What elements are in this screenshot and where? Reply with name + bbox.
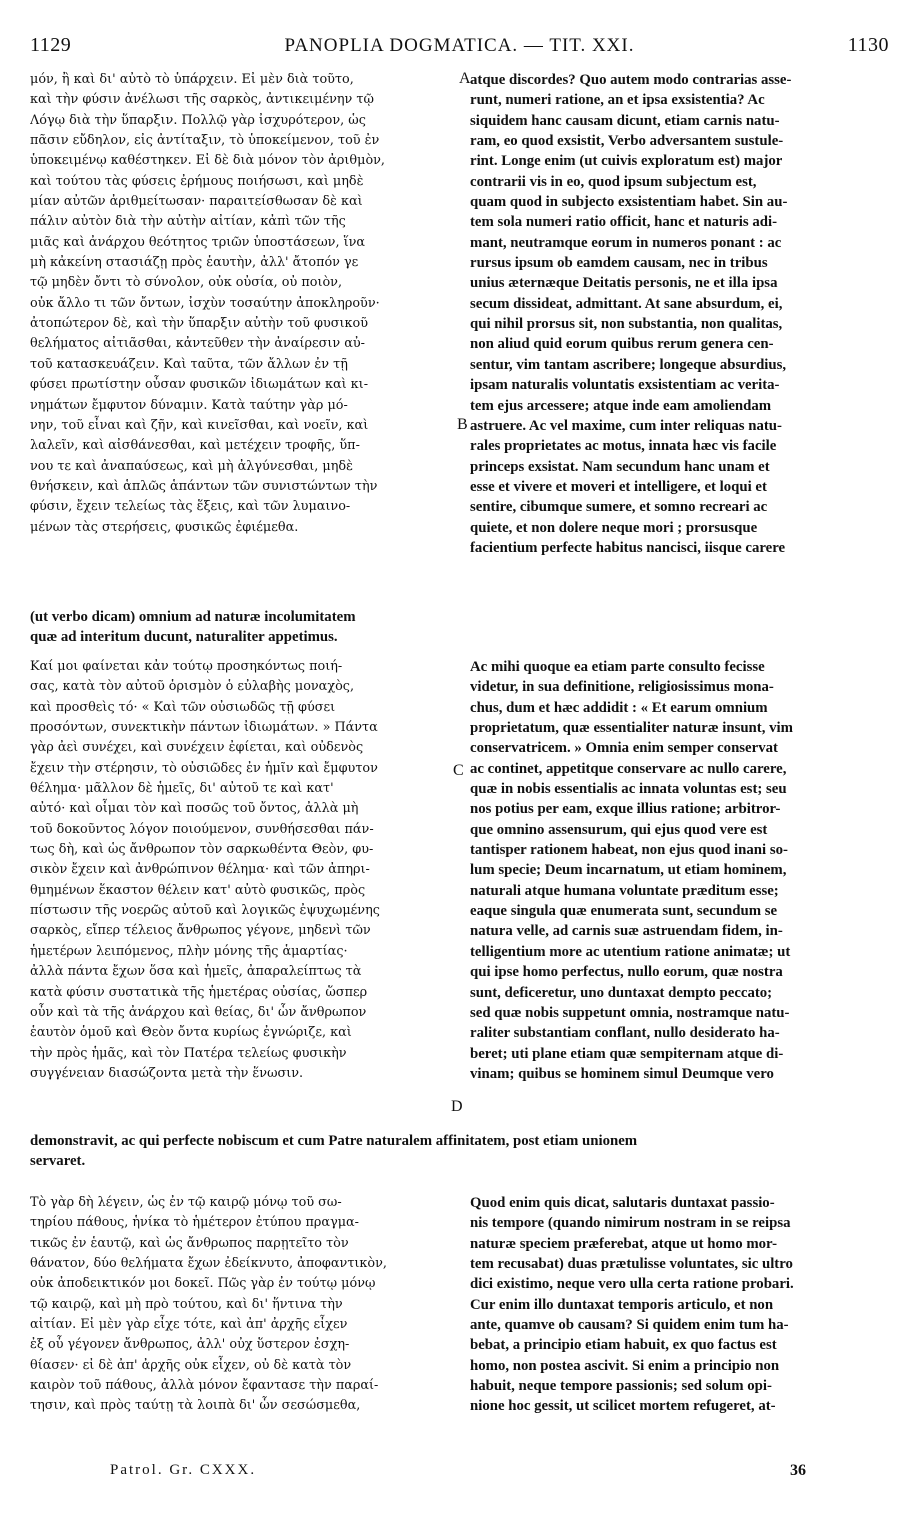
greek-column-section-1: [30, 70, 462, 606]
footer-signature-number: 36: [790, 1462, 806, 1479]
full-width-line-2: demonstravit, ac qui perfecte nobiscum et cum Patre naturalem affinitatem, post etiam unionem servaret.: [30, 1133, 638, 1170]
greek-column-section-3: [30, 1193, 462, 1453]
margin-letter-d: D: [451, 1098, 463, 1115]
greek-paragraph-2: Καί μοι φαίνεται κἀν τούτῳ προσηκόντως ποιή- σας, κατὰ τὸν αὐτοῦ ὁρισμὸν ὁ εὐλαβὴς μοναχὸς, καὶ προσθεὶς τό· « Καὶ τῶν οὐσιωδῶς τῇ φύσει προσόντων, συνεκτικὴν πάντων ἰδιωμάτων. » Πάντα γὰρ ἀεὶ συνέχει, καὶ συνέχειν ἐφίεται, καὶ οὐδενὸς ἔχειν τὴν στέρησιν, τὸ οὐσιῶδες ἐν ἡμῖν καὶ ἔμφυτον θέλημα· μᾶλλον δὲ ἡμεῖς, δι' αὐτοῦ τε καὶ κατ' αὐτό· καὶ οἶμαι τὸν καὶ ποσῶς τοῦ ὄντος, ἀλλὰ μὴ τοῦ δοκοῦντος λόγον ποιούμενον, συνθήσεσθαι πάν- τως δὴ, καὶ ὡς ἄνθρωπον τὸν σαρκωθέντα Θεὸν, φυ- σικὸν ἔχειν καὶ ἀνθρώπινον θέλημα· καὶ τῶν ἀπηρι- θμημένων ἕκαστον θέλειν κατ' αὐτὸ φυσικῶς, πρὸς πίστωσιν τῆς νοερῶς αὐτοῦ καὶ λογικῶς ἐψυχωμένης σαρκὸς, εἴπερ τέλειος ἄνθρωπος γέγονε, μηδενὶ τῶν ἡμετέρων λειπόμενος, πλὴν μόνης τῆς ἁμαρτίας· ἀλλὰ πάντα ἔχων ὅσα καὶ ἡμεῖς, ἀπαραλείπτως τὰ κατὰ φύσιν συστατικὰ τῆς ἡμετέρας οὐσίας, ὥσπερ οὖν καὶ τὰ τῆς ἀνάρχου καὶ θείας, δι' ὧν ἄνθρωπον ἑαυτὸν ὁμοῦ καὶ Θεὸν ὄντα κυρίως ἐγνώριζε, καὶ τὴν πρὸς ἡμᾶς, καὶ τὸν Πατέρα τελείως φυσικὴν συγγένειαν διασώζοντα μετὰ τὴν ἕνωσιν.: [30, 659, 380, 1081]
greek-paragraph-1: μόν, ἢ καὶ δι' αὐτὸ τὸ ὑπάρχειν. Εἰ μὲν διὰ τοῦτο, καὶ τὴν φύσιν ἀνέλωσι τῆς σαρκὸς, ἀντικειμένην τῷ Λόγῳ διὰ τὴν ὕπαρξιν. Πολλῷ γὰρ ἰσχυρότερον, ὡς πᾶσιν εὔδηλον, εἰς ἀντίταξιν, τὸ ὑποκείμενον, τοῦ ἐν ὑποκειμένῳ καθέστηκεν. Εἰ δὲ διὰ μόνον τὸν ἀριθμὸν, καὶ τούτου τὰς φύσεις ἐρήμους ποιήσωσι, καὶ μηδὲ μίαν αὐτῶν ἀριθμείτωσαν· παραιτείσθωσαν δὲ καὶ πάλιν αὐτὸν διὰ τὴν αὐτὴν αἰτίαν, κἀπὶ τῶν τῆς μιᾶς καὶ ἀνάρχου θεότητος τριῶν ὑποστάσεων, ἵνα μὴ κἀκείνη στασιάζῃ πρὸς ἑαυτὴν, ἀλλ' ἄτοπόν γε τῷ μηδὲν ὄντι τὸ σύνολον, οὐκ οὐσία, οὐ ποιὸν, οὐκ ἄλλο τι τῶν ὄντων, ἰσχὺν τοσαύτην ἀποκληροῦν· ἀτοπώτερον δὲ, καὶ τὴν ὕπαρξιν αὐτὴν τοῦ φυσικοῦ θελήματος αἰτιᾶσθαι, κἀντεῦθεν τὴν ἀναίρεσιν αὐ- τοῦ κατασκευάζειν. Καὶ ταῦτα, τῶν ἄλλων ἐν τῇ φύσει πρωτίστην οὖσαν φυσικῶν ἰδιωμάτων καὶ κι- νημάτων ἔμφυτον δύναμιν. Κατὰ ταύτην γὰρ μό- νην, τοῦ εἶναι καὶ ζῆν, καὶ κινεῖσθαι, καὶ νοεῖν, καὶ λαλεῖν, καὶ αἰσθάνεσθαι, καὶ μετέχειν τροφῆς, ὕπ- νου τε καὶ ἀναπαύσεως, καὶ μὴ ἀλγύνεσθαι, μηδὲ θνήσκειν, καὶ ἁπλῶς ἁπάντων τῶν συνιστώντων τὴν φύσιν, ἔχειν τελείως τὰς ἕξεις, καὶ τῶν λυμαινο- μένων τὰς στερήσεις, φυσικῶς ἐφιέμεθα.: [30, 72, 386, 535]
footer-patrologia: Patrol. Gr. CXXX.: [110, 1462, 257, 1478]
latin-column-section-3: [470, 1193, 890, 1453]
greek-paragraph-3: Τὸ γὰρ δὴ λέγειν, ὡς ἐν τῷ καιρῷ μόνῳ τοῦ σω- τηρίου πάθους, ἡνίκα τὸ ἡμέτερον ἐτύπου πραγμα- τικῶς ἐν ἑαυτῷ, καὶ ὡς ἄνθρωπος παρῃτεῖτο τὸν θάνατον, δύο θελήματα ἔχων ἐδείκνυτο, ἀποφαντικὸν, οὐκ ἀποδεικτικόν μοι δοκεῖ. Πῶς γὰρ ἐν τούτῳ μόνῳ τῷ καιρῷ, καὶ μὴ πρὸ τούτου, καὶ δι' ἥντινα τὴν αἰτίαν. Εἰ μὲν γὰρ εἶχε τότε, καὶ ἀπ' ἀρχῆς εἶχεν ἐξ οὗ γέγονεν ἄνθρωπος, ἀλλ' οὐχ ὕστερον ἐσχη- θίασεν· εἰ δὲ ἀπ' ἀρχῆς οὐκ εἶχεν, οὐ δὲ κατὰ τὸν καιρὸν τοῦ πάθους, ἀλλὰ μόνον ἔφαντασε τὴν παραί- τησιν, καὶ πρὸς ταύτῃ τὰ λοιπὰ δι' ὧν σεσώσμεθα,: [30, 1195, 387, 1414]
left-column-number: 1129: [30, 34, 72, 56]
latin-column-section-1: [470, 70, 890, 606]
latin-paragraph-2: Ac mihi quoque ea etiam parte consulto fecisse videtur, in sua definitione, religiosissimus mona- chus, dum et hæc addidit : « Et earum omnium proprietatum, quæ essentialiter naturæ insunt, vim conservatricem. » Omnia enim semper conservat ac continet, appetitque conservare ac nullo carere, quæ in nobis essentialis ac innata voluntas est; seu nos potius per eam, exque illius ratione; arbitror- que omnino assensurum, qui ejus quod vere est tantisper rationem habeat, non ejus quod inani so- lum specie; Deum incarnatum, ut etiam hominem, naturali atque humana voluntate præditum esse; eaque singula quæ enumerata sunt, secundum se natura velle, ad carnis suæ astruendam fidem, in- telligentium more ac utentium ratione animatæ; ut qui ipse homo perfectus, nullo eorum, quæ nostra sunt, deficeretur, uno duntaxat dempto peccato; sed quæ nobis suppetunt omnia, nostramque natu- raliter substantiam conflant, nullo desiderato ha- beret; uti plane etiam quæ sempiternam atque di- vinam; quibus se hominem simul Deumque vero: [470, 659, 793, 1082]
page-header: [30, 34, 889, 64]
latin-column-section-2: [470, 657, 890, 1131]
full-width-line-1: (ut verbo dicam) omnium ad naturæ incolumitatem quæ ad interitum ducunt, naturaliter appetimus.: [30, 609, 356, 646]
latin-paragraph-1: atque discordes? Quo autem modo contrarias asse- runt, numeri ratione, an et ipsa exsistentia? Ac siquidem hanc causam dicunt, etiam carnis natu- ram, eo quod exsistit, Verbo adversantem sustule- rint. Longe enim (ut cuivis exploratum est) major contrarii vis in eo, quod ipsum subjectum est, quam quod in subjecto exsistentiam habet. Sin au- tem sola numeri ratio officit, hanc et naturis adi- mant, neutramque eorum in numeros ponant : ac rursus ipsum ob eamdem causam, nec in tribus unius æternæque Deitatis personis, ne et illa ipsa secum dissideat, admittant. At sane absurdum, ei, qui nihil prorsus sit, non substantia, non qualitas, non aliud quid eorum quibus rerum genera cen- sentur, vim tantam ascribere; longeque absurdius, ipsam naturalis voluntatis exsistentiam ac verita- tem ejus arcessere; atque inde eam amoliendam astruere. Ac vel maxime, cum inter reliquas natu- rales proprietates ac motus, innata hæc vis facile princeps exsistat. Nam secundum hanc unam et esse et vivere et moveri et intelligere, et loqui et sentire, cibumque sumere, et somno recreari ac quiete, et non dolere neque mori ; prorsusque facientium perfecte habitus nancisci, iisque carere: [470, 72, 792, 556]
right-column-number: 1130: [847, 34, 889, 56]
running-title: PANOPLIA DOGMATICA. — TIT. XXI.: [284, 35, 635, 56]
latin-paragraph-3: Quod enim quis dicat, salutaris duntaxat passio- nis tempore (quando nimirum nostram in se reipsa naturæ speciem præferebat, atque ut homo mor- tem recusabat) duas prætulisse voluntates, sic ultro dici existimo, neque vero ulla certa ratione probari. Cur enim illo duntaxat temporis articulo, et non ante, quamve ob causam? Si quidem enim tum ha- bebat, a principio etiam habuit, ex quo factus est homo, non postea ascivit. Si enim a principio non habuit, neque tempore passionis; sed solum opi- nione hoc gessit, ut scilicet mortem refugeret, at-: [470, 1195, 794, 1415]
margin-letter-b: B: [457, 416, 468, 433]
greek-column-section-2: [30, 657, 462, 1131]
margin-letter-a: A: [459, 70, 471, 87]
margin-letter-c: C: [453, 762, 464, 779]
